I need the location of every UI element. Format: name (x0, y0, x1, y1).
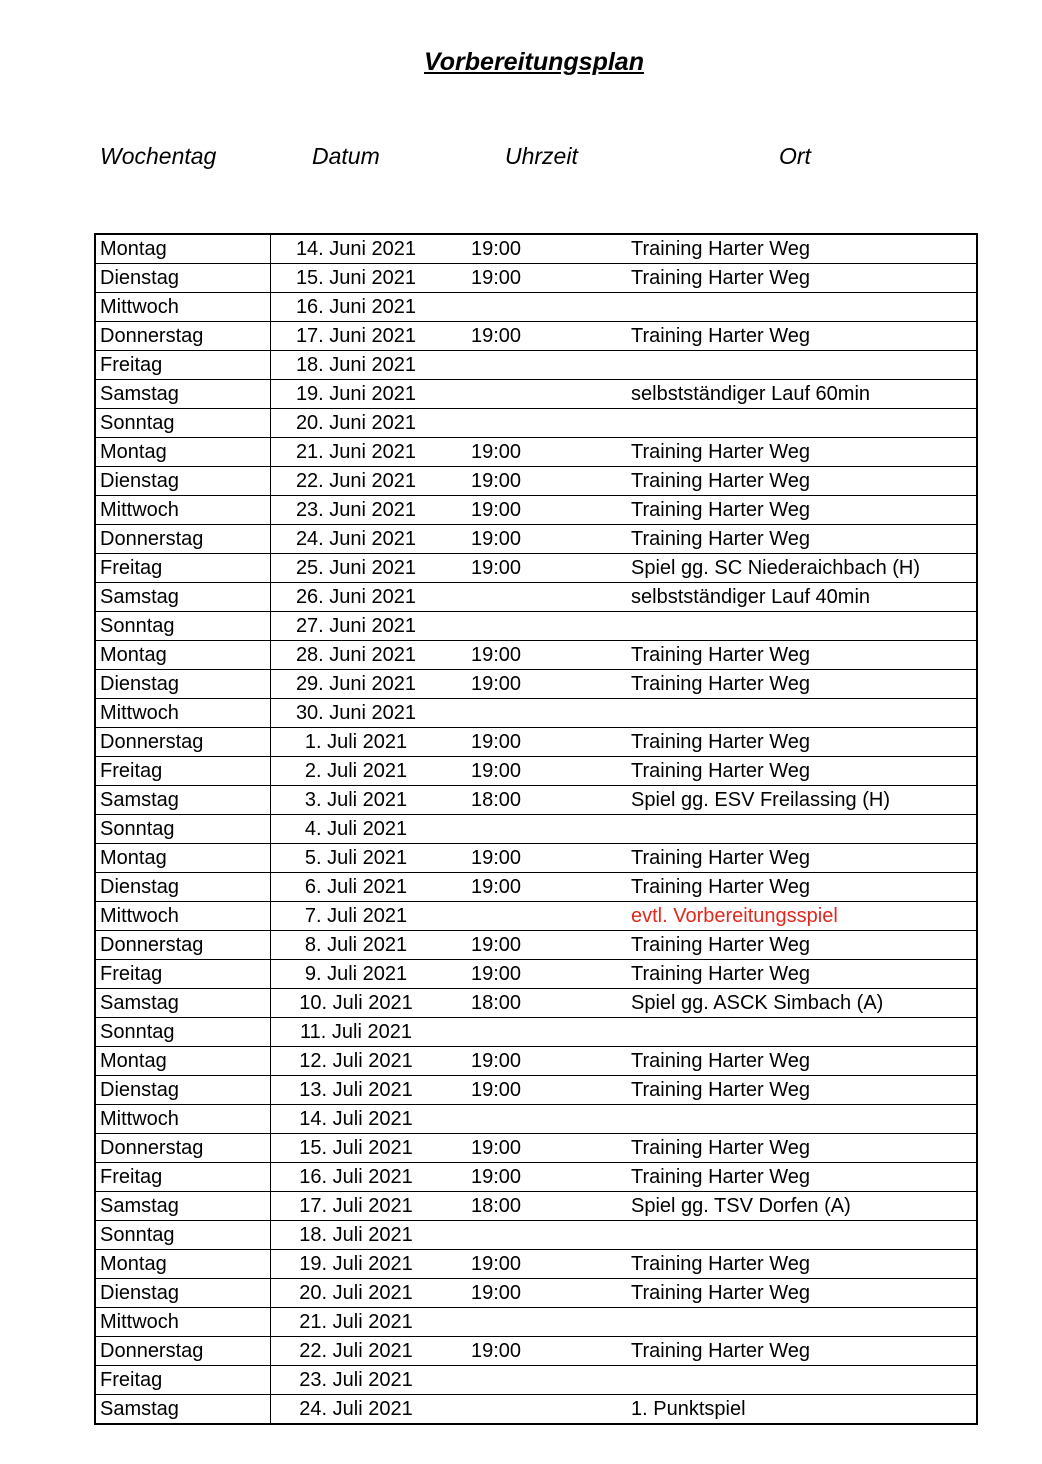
wochentag-cell: Montag (95, 438, 271, 467)
datum-cell: 16. Juni 2021 (271, 293, 442, 322)
table-row (95, 467, 977, 496)
uhrzeit-cell (441, 409, 551, 438)
ort-cell: Training Harter Weg (551, 1134, 977, 1163)
wochentag-cell: Mittwoch (95, 293, 271, 322)
wochentag-cell: Sonntag (95, 815, 271, 844)
ort-cell (551, 409, 977, 438)
wochentag-cell: Samstag (95, 1395, 271, 1425)
uhrzeit-cell: 19:00 (441, 438, 551, 467)
header-datum: Datum (312, 143, 380, 169)
datum-cell: 2. Juli 2021 (271, 757, 442, 786)
wochentag-cell: Montag (95, 1047, 271, 1076)
datum-cell: 18. Juni 2021 (271, 351, 442, 380)
table-row (95, 1366, 977, 1395)
datum-cell: 17. Juni 2021 (271, 322, 442, 351)
wochentag-cell: Samstag (95, 786, 271, 815)
ort-cell: 1. Punktspiel (551, 1395, 977, 1425)
wochentag-cell: Dienstag (95, 1076, 271, 1105)
uhrzeit-cell: 19:00 (441, 1134, 551, 1163)
table-row (95, 234, 977, 264)
wochentag-cell: Freitag (95, 351, 271, 380)
wochentag-cell: Samstag (95, 1192, 271, 1221)
wochentag-cell: Donnerstag (95, 525, 271, 554)
ort-cell: Training Harter Weg (551, 525, 977, 554)
table-row (95, 844, 977, 873)
table-row (95, 1047, 977, 1076)
wochentag-cell: Dienstag (95, 264, 271, 293)
wochentag-cell: Montag (95, 641, 271, 670)
uhrzeit-cell: 19:00 (441, 931, 551, 960)
uhrzeit-cell: 19:00 (441, 1337, 551, 1366)
datum-cell: 24. Juli 2021 (271, 1395, 442, 1425)
wochentag-cell: Dienstag (95, 670, 271, 699)
ort-cell (551, 1018, 977, 1047)
uhrzeit-cell (441, 815, 551, 844)
table-row (95, 641, 977, 670)
wochentag-cell: Mittwoch (95, 1308, 271, 1337)
table-row (95, 699, 977, 728)
datum-cell: 23. Juni 2021 (271, 496, 442, 525)
header-wochentag: Wochentag (100, 143, 217, 169)
datum-cell: 20. Juli 2021 (271, 1279, 442, 1308)
table-row (95, 380, 977, 409)
datum-cell: 28. Juni 2021 (271, 641, 442, 670)
wochentag-cell: Samstag (95, 989, 271, 1018)
table-row (95, 873, 977, 902)
ort-cell (551, 293, 977, 322)
datum-cell: 11. Juli 2021 (271, 1018, 442, 1047)
ort-cell: Training Harter Weg (551, 1279, 977, 1308)
datum-cell: 13. Juli 2021 (271, 1076, 442, 1105)
ort-cell: Training Harter Weg (551, 438, 977, 467)
ort-cell (551, 612, 977, 641)
uhrzeit-cell (441, 293, 551, 322)
datum-cell: 3. Juli 2021 (271, 786, 442, 815)
datum-cell: 25. Juni 2021 (271, 554, 442, 583)
table-row (95, 351, 977, 380)
ort-cell (551, 1308, 977, 1337)
table-row (95, 525, 977, 554)
datum-cell: 16. Juli 2021 (271, 1163, 442, 1192)
table-row (95, 815, 977, 844)
ort-cell (551, 815, 977, 844)
datum-cell: 9. Juli 2021 (271, 960, 442, 989)
ort-cell: Training Harter Weg (551, 728, 977, 757)
table-row (95, 1308, 977, 1337)
table-row (95, 612, 977, 641)
wochentag-cell: Donnerstag (95, 1337, 271, 1366)
uhrzeit-cell: 19:00 (441, 1250, 551, 1279)
wochentag-cell: Sonntag (95, 612, 271, 641)
wochentag-cell: Dienstag (95, 1279, 271, 1308)
wochentag-cell: Donnerstag (95, 322, 271, 351)
ort-cell: Training Harter Weg (551, 322, 977, 351)
datum-cell: 10. Juli 2021 (271, 989, 442, 1018)
ort-cell: Training Harter Weg (551, 1250, 977, 1279)
datum-cell: 6. Juli 2021 (271, 873, 442, 902)
ort-cell: Training Harter Weg (551, 873, 977, 902)
uhrzeit-cell: 18:00 (441, 989, 551, 1018)
ort-cell: Training Harter Weg (551, 1076, 977, 1105)
schedule-body (95, 234, 977, 1424)
datum-cell: 21. Juni 2021 (271, 438, 442, 467)
datum-cell: 19. Juli 2021 (271, 1250, 442, 1279)
schedule-table (94, 233, 978, 1425)
table-row (95, 960, 977, 989)
ort-cell: Spiel gg. SC Niederaichbach (H) (551, 554, 977, 583)
datum-cell: 27. Juni 2021 (271, 612, 442, 641)
table-row (95, 1163, 977, 1192)
datum-cell: 5. Juli 2021 (271, 844, 442, 873)
header-uhrzeit: Uhrzeit (505, 143, 578, 169)
uhrzeit-cell: 19:00 (441, 264, 551, 293)
wochentag-cell: Dienstag (95, 467, 271, 496)
uhrzeit-cell: 19:00 (441, 873, 551, 902)
ort-cell (551, 1221, 977, 1250)
header-ort: Ort (779, 143, 811, 169)
ort-cell: Training Harter Weg (551, 641, 977, 670)
uhrzeit-cell: 19:00 (441, 1279, 551, 1308)
wochentag-cell: Mittwoch (95, 902, 271, 931)
ort-cell: Training Harter Weg (551, 670, 977, 699)
wochentag-cell: Donnerstag (95, 1134, 271, 1163)
table-row (95, 583, 977, 612)
uhrzeit-cell (441, 612, 551, 641)
uhrzeit-cell: 19:00 (441, 1047, 551, 1076)
wochentag-cell: Samstag (95, 380, 271, 409)
ort-cell: Spiel gg. ESV Freilassing (H) (551, 786, 977, 815)
table-row (95, 1337, 977, 1366)
ort-cell: Training Harter Weg (551, 844, 977, 873)
table-row (95, 1279, 977, 1308)
table-row (95, 670, 977, 699)
uhrzeit-cell (441, 1221, 551, 1250)
table-row (95, 1018, 977, 1047)
ort-cell: Training Harter Weg (551, 467, 977, 496)
table-row (95, 1192, 977, 1221)
table-row (95, 1105, 977, 1134)
ort-cell: Spiel gg. ASCK Simbach (A) (551, 989, 977, 1018)
datum-cell: 30. Juni 2021 (271, 699, 442, 728)
wochentag-cell: Donnerstag (95, 931, 271, 960)
ort-cell: Training Harter Weg (551, 496, 977, 525)
datum-cell: 18. Juli 2021 (271, 1221, 442, 1250)
datum-cell: 19. Juni 2021 (271, 380, 442, 409)
wochentag-cell: Freitag (95, 757, 271, 786)
datum-cell: 21. Juli 2021 (271, 1308, 442, 1337)
wochentag-cell: Sonntag (95, 1018, 271, 1047)
uhrzeit-cell (441, 1308, 551, 1337)
wochentag-cell: Freitag (95, 1366, 271, 1395)
uhrzeit-cell (441, 1395, 551, 1425)
wochentag-cell: Montag (95, 234, 271, 264)
uhrzeit-cell: 19:00 (441, 670, 551, 699)
table-row (95, 264, 977, 293)
table-row (95, 728, 977, 757)
table-row (95, 757, 977, 786)
wochentag-cell: Freitag (95, 554, 271, 583)
wochentag-cell: Samstag (95, 583, 271, 612)
datum-cell: 7. Juli 2021 (271, 902, 442, 931)
ort-cell: Training Harter Weg (551, 757, 977, 786)
datum-cell: 14. Juni 2021 (271, 234, 442, 264)
uhrzeit-cell: 19:00 (441, 554, 551, 583)
uhrzeit-cell (441, 1105, 551, 1134)
wochentag-cell: Sonntag (95, 1221, 271, 1250)
datum-cell: 29. Juni 2021 (271, 670, 442, 699)
wochentag-cell: Montag (95, 844, 271, 873)
ort-cell: selbstständiger Lauf 40min (551, 583, 977, 612)
ort-cell: selbstständiger Lauf 60min (551, 380, 977, 409)
uhrzeit-cell (441, 1366, 551, 1395)
ort-cell: Training Harter Weg (551, 1047, 977, 1076)
uhrzeit-cell: 19:00 (441, 1076, 551, 1105)
uhrzeit-cell: 19:00 (441, 1163, 551, 1192)
table-row (95, 554, 977, 583)
wochentag-cell: Mittwoch (95, 496, 271, 525)
uhrzeit-cell (441, 380, 551, 409)
ort-cell (551, 1105, 977, 1134)
uhrzeit-cell (441, 351, 551, 380)
uhrzeit-cell: 18:00 (441, 1192, 551, 1221)
ort-cell: Spiel gg. TSV Dorfen (A) (551, 1192, 977, 1221)
table-row (95, 1395, 977, 1425)
datum-cell: 17. Juli 2021 (271, 1192, 442, 1221)
ort-cell: Training Harter Weg (551, 264, 977, 293)
datum-cell: 4. Juli 2021 (271, 815, 442, 844)
ort-cell: Training Harter Weg (551, 960, 977, 989)
datum-cell: 23. Juli 2021 (271, 1366, 442, 1395)
datum-cell: 24. Juni 2021 (271, 525, 442, 554)
wochentag-cell: Mittwoch (95, 1105, 271, 1134)
uhrzeit-cell: 19:00 (441, 234, 551, 264)
table-row (95, 989, 977, 1018)
uhrzeit-cell: 19:00 (441, 728, 551, 757)
uhrzeit-cell: 19:00 (441, 525, 551, 554)
table-row (95, 322, 977, 351)
page-title: Vorbereitungsplan (424, 48, 644, 76)
uhrzeit-cell: 19:00 (441, 467, 551, 496)
uhrzeit-cell: 19:00 (441, 496, 551, 525)
datum-cell: 15. Juni 2021 (271, 264, 442, 293)
table-row (95, 409, 977, 438)
datum-cell: 12. Juli 2021 (271, 1047, 442, 1076)
ort-cell (551, 351, 977, 380)
table-row (95, 293, 977, 322)
uhrzeit-cell (441, 902, 551, 931)
wochentag-cell: Montag (95, 1250, 271, 1279)
uhrzeit-cell: 19:00 (441, 960, 551, 989)
wochentag-cell: Sonntag (95, 409, 271, 438)
datum-cell: 14. Juli 2021 (271, 1105, 442, 1134)
datum-cell: 8. Juli 2021 (271, 931, 442, 960)
datum-cell: 22. Juni 2021 (271, 467, 442, 496)
uhrzeit-cell (441, 1018, 551, 1047)
ort-cell (551, 1366, 977, 1395)
table-row (95, 931, 977, 960)
table-row (95, 1134, 977, 1163)
datum-cell: 26. Juni 2021 (271, 583, 442, 612)
wochentag-cell: Dienstag (95, 873, 271, 902)
table-row (95, 1250, 977, 1279)
datum-cell: 15. Juli 2021 (271, 1134, 442, 1163)
uhrzeit-cell: 19:00 (441, 641, 551, 670)
ort-cell: evtl. Vorbereitungsspiel (551, 902, 977, 931)
table-row (95, 1221, 977, 1250)
ort-cell: Training Harter Weg (551, 1337, 977, 1366)
ort-cell: Training Harter Weg (551, 234, 977, 264)
table-row (95, 438, 977, 467)
ort-cell: Training Harter Weg (551, 931, 977, 960)
table-row (95, 902, 977, 931)
wochentag-cell: Donnerstag (95, 728, 271, 757)
uhrzeit-cell: 19:00 (441, 322, 551, 351)
wochentag-cell: Freitag (95, 960, 271, 989)
datum-cell: 1. Juli 2021 (271, 728, 442, 757)
uhrzeit-cell: 19:00 (441, 844, 551, 873)
table-row (95, 1076, 977, 1105)
datum-cell: 20. Juni 2021 (271, 409, 442, 438)
uhrzeit-cell: 18:00 (441, 786, 551, 815)
table-row (95, 786, 977, 815)
wochentag-cell: Freitag (95, 1163, 271, 1192)
table-row (95, 496, 977, 525)
ort-cell (551, 699, 977, 728)
uhrzeit-cell (441, 699, 551, 728)
uhrzeit-cell (441, 583, 551, 612)
ort-cell: Training Harter Weg (551, 1163, 977, 1192)
wochentag-cell: Mittwoch (95, 699, 271, 728)
uhrzeit-cell: 19:00 (441, 757, 551, 786)
datum-cell: 22. Juli 2021 (271, 1337, 442, 1366)
